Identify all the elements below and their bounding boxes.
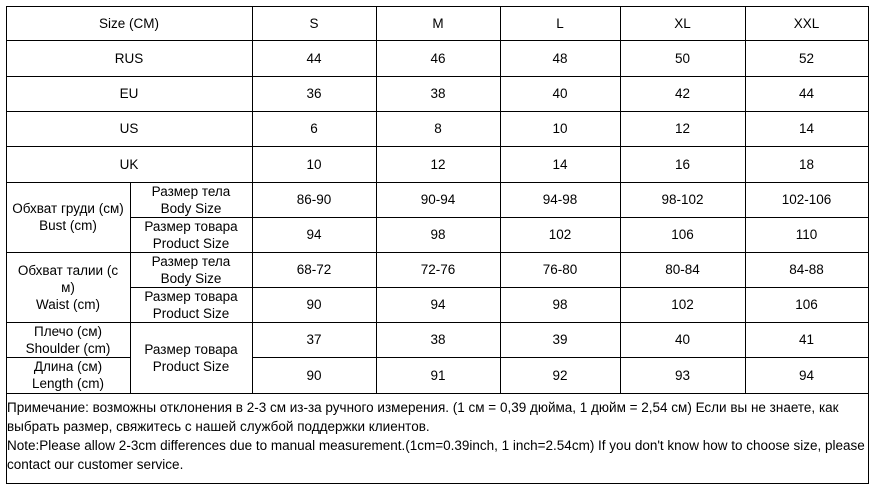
length-label: Длина (см) Length (cm) (31, 359, 105, 391)
note-russian: Примечание: возможны отклонения в 2-3 см из-за ручного измерения. (1 см = 0,39 дюйма, 1 дюйм = 2,54 см) Если вы не знаете, как выбрать размер, свяжитесь с нашей службой поддержки клиентов. (7, 400, 839, 434)
waist-sublabel: Размер товара Product Size (144, 288, 238, 321)
grid-line (6, 182, 869, 183)
grid-line (376, 6, 377, 394)
table-cell: 98 (552, 297, 568, 312)
header-size-xxl: XXL (793, 15, 820, 31)
grid-line (6, 146, 869, 147)
table-cell: 44 (798, 86, 815, 101)
table-cell: 93 (674, 367, 691, 383)
table-cell: 38 (430, 332, 446, 347)
table-cell: 10 (552, 121, 568, 136)
table-cell: 6 (310, 121, 318, 136)
product-size-sublabel: Размер товара Product Size (144, 341, 238, 374)
grid-line (130, 182, 131, 394)
table-cell: 39 (552, 332, 568, 347)
table-cell: 8 (434, 121, 442, 136)
waist-label: Обхват талии (с м) Waist (cm) (17, 262, 119, 312)
table-cell: 38 (430, 86, 446, 101)
row-label-rus: RUS (114, 50, 144, 66)
table-cell: 90 (306, 297, 322, 312)
table-cell: 102 (671, 297, 694, 312)
table-cell: 46 (430, 50, 446, 66)
grid-line (620, 6, 621, 394)
table-cell: 37 (306, 332, 322, 347)
grid-line (6, 111, 869, 112)
row-label-us: US (119, 121, 139, 136)
table-cell: 12 (430, 156, 446, 172)
table-cell: 90-94 (420, 192, 456, 207)
header-size-l: L (556, 15, 564, 31)
table-cell: 94 (306, 227, 322, 242)
grid-line (745, 6, 746, 394)
table-cell: 14 (798, 121, 815, 136)
table-cell: 94 (798, 367, 815, 383)
table-cell: 98-102 (661, 192, 704, 207)
table-cell: 102 (548, 227, 572, 242)
table-cell: 10 (306, 156, 322, 172)
table-cell: 110 (795, 227, 818, 242)
grid-line (6, 252, 869, 253)
table-cell: 102-106 (781, 192, 832, 207)
table-cell: 94 (430, 297, 446, 312)
row-label-eu: EU (119, 86, 139, 101)
table-cell: 92 (552, 367, 568, 383)
bust-label: Обхват груди (см) Bust (cm) (12, 201, 124, 233)
table-cell: 90 (306, 367, 322, 383)
row-label-uk: UK (119, 156, 139, 172)
table-cell: 41 (798, 332, 815, 347)
table-cell: 52 (798, 50, 815, 66)
table-cell: 40 (552, 86, 568, 101)
bust-sublabel: Размер товара Product Size (144, 218, 238, 251)
table-cell: 18 (798, 156, 815, 172)
header-size-xl: XL (674, 15, 691, 31)
table-cell: 76-80 (542, 262, 578, 277)
table-cell: 98 (430, 227, 446, 242)
table-cell: 106 (795, 297, 818, 312)
table-cell: 94-98 (542, 192, 578, 207)
table-cell: 68-72 (296, 262, 332, 277)
note-border-top (6, 393, 869, 394)
note (7, 398, 869, 474)
table-cell: 14 (552, 156, 568, 172)
grid-line (6, 40, 869, 41)
grid-line (252, 6, 253, 394)
header-size-label: Size (CM) (99, 15, 159, 31)
grid-line (500, 6, 501, 394)
note-border-bottom (6, 483, 869, 484)
table-cell: 86-90 (296, 192, 332, 207)
waist-sublabel: Размер тела Body Size (151, 253, 231, 286)
table-cell: 44 (306, 50, 322, 66)
table-cell: 40 (674, 332, 691, 347)
grid-line (6, 76, 869, 77)
table-cell: 80-84 (665, 262, 700, 277)
grid-line (6, 322, 869, 323)
table-cell: 42 (674, 86, 691, 101)
table-cell: 50 (674, 50, 691, 66)
table-cell: 84-88 (789, 262, 824, 277)
header-size-m: M (432, 15, 444, 31)
grid-line (252, 357, 869, 358)
table-cell: 12 (674, 121, 691, 136)
grid-line (6, 357, 131, 358)
table-border-top (6, 6, 869, 7)
table-cell: 36 (306, 86, 322, 101)
note-english: Note:Please allow 2-3cm differences due to manual measurement.(1cm=0.39inch, 1 inch=2.54cm) If you don't know how to choose size, please contact our customer service. (7, 438, 865, 472)
table-cell: 48 (552, 50, 568, 66)
header-size-s: S (309, 15, 319, 31)
table-cell: 16 (674, 156, 691, 172)
shoulder-label: Плечо (см) Shoulder (cm) (25, 323, 111, 356)
table-cell: 106 (671, 227, 694, 242)
bust-sublabel: Размер тела Body Size (151, 183, 231, 216)
table-cell: 91 (430, 367, 446, 383)
table-cell: 72-76 (420, 262, 456, 277)
